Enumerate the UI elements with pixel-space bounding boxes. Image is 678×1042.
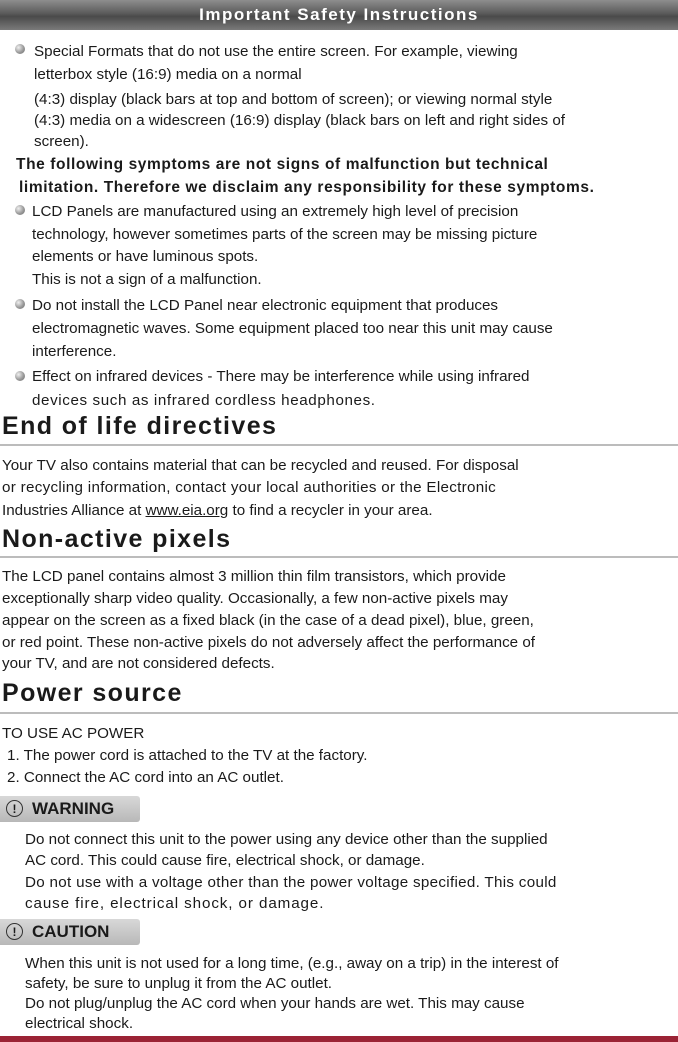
disclaimer-line-1: The following symptoms are not signs of malfunction but technical: [16, 156, 549, 173]
lcd-panels-line-1: LCD Panels are manufactured using an extremely high level of precision: [32, 203, 519, 220]
special-formats-line-1: Special Formats that do not use the entire screen. For example, viewing: [34, 43, 518, 60]
warning-line-4: cause fire, electrical shock, or damage.: [25, 895, 325, 912]
page-title: Important Safety Instructions: [199, 5, 479, 24]
non-active-line-3: appear on the screen as a fixed black (in the case of a dead pixel), blue, green,: [2, 612, 534, 629]
install-line-3: interference.: [32, 343, 117, 360]
section-heading-non-active-pixels: Non-active pixels: [2, 525, 232, 553]
power-step-1: 1. The power cord is attached to the TV at the factory.: [7, 747, 368, 764]
end-of-life-line-3: [2, 499, 433, 522]
warning-label: WARNING: [32, 799, 115, 818]
non-active-line-4: or red point. These non-active pixels do not adversely affect the performance of: [2, 634, 535, 651]
caution-line-4: electrical shock.: [25, 1015, 134, 1032]
lcd-panels-line-4: This is not a sign of a malfunction.: [32, 271, 262, 288]
power-intro: TO USE AC POWER: [2, 725, 145, 742]
special-formats-line-4: (4:3) media on a widescreen (16:9) display (black bars on left and right sides of: [34, 112, 565, 129]
warning-label-box: [0, 796, 140, 822]
caution-label-box: [0, 919, 140, 945]
section-heading-power-source: Power source: [2, 679, 183, 707]
bullet-icon: [15, 371, 25, 381]
eia-link[interactable]: www.eia.org: [145, 502, 229, 519]
disclaimer-line-2: limitation. Therefore we disclaim any responsibility for these symptoms.: [19, 179, 595, 196]
bullet-icon: [15, 299, 25, 309]
caution-icon: !: [6, 923, 23, 940]
install-line-2: electromagnetic waves. Some equipment placed too near this unit may cause: [32, 320, 553, 337]
bottom-accent-bar: [0, 1036, 678, 1042]
install-line-1: Do not install the LCD Panel near electronic equipment that produces: [32, 297, 499, 314]
section-divider: [0, 444, 678, 446]
end-of-life-line-3-pre: Industries Alliance at: [2, 502, 146, 519]
lcd-panels-line-3: elements or have luminous spots.: [32, 248, 259, 265]
caution-line-3: Do not plug/unplug the AC cord when your hands are wet. This may cause: [25, 995, 525, 1012]
bullet-icon: [15, 44, 25, 54]
special-formats-line-3: (4:3) display (black bars at top and bottom of screen); or viewing normal style: [34, 91, 553, 108]
page-header-banner: [0, 0, 678, 30]
section-divider: [0, 712, 678, 714]
warning-line-3: Do not use with a voltage other than the power voltage specified. This could: [25, 874, 557, 891]
infrared-line-1: Effect on infrared devices - There may be interference while using infrared: [32, 368, 530, 385]
caution-label: CAUTION: [32, 922, 110, 941]
warning-icon: !: [6, 800, 23, 817]
end-of-life-line-1: Your TV also contains material that can be recycled and reused. For disposal: [2, 457, 519, 474]
end-of-life-line-3-post: to find a recycler in your area.: [228, 502, 433, 519]
lcd-panels-line-2: technology, however sometimes parts of the screen may be missing picture: [32, 226, 538, 243]
special-formats-line-2: letterbox style (16:9) media on a normal: [34, 66, 302, 83]
warning-line-2: AC cord. This could cause fire, electrical shock, or damage.: [25, 852, 425, 869]
caution-line-1: When this unit is not used for a long time, (e.g., away on a trip) in the interest of: [25, 955, 559, 972]
section-heading-end-of-life: End of life directives: [2, 412, 278, 440]
section-divider: [0, 556, 678, 558]
non-active-line-1: The LCD panel contains almost 3 million thin film transistors, which provide: [2, 568, 506, 585]
warning-line-1: Do not connect this unit to the power using any device other than the supplied: [25, 831, 548, 848]
special-formats-line-5: screen).: [34, 133, 89, 150]
non-active-line-2: exceptionally sharp video quality. Occasionally, a few non-active pixels may: [2, 590, 508, 607]
caution-line-2: safety, be sure to unplug it from the AC outlet.: [25, 975, 333, 992]
infrared-line-2: devices such as infrared cordless headphones.: [32, 392, 376, 409]
non-active-line-5: your TV, and are not considered defects.: [2, 655, 275, 672]
bullet-icon: [15, 205, 25, 215]
end-of-life-line-2: or recycling information, contact your local authorities or the Electronic: [2, 479, 497, 496]
power-step-2: 2. Connect the AC cord into an AC outlet.: [7, 769, 284, 786]
